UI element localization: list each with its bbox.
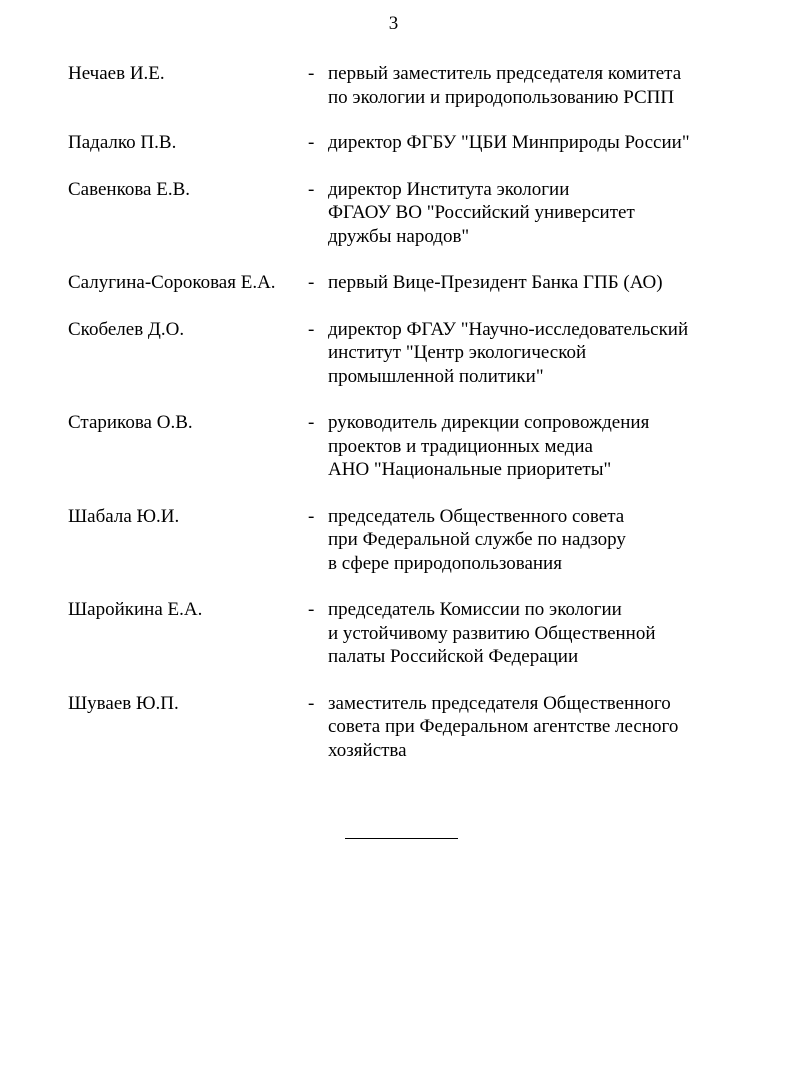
- member-role-line: заместитель председателя Общественного: [328, 692, 671, 714]
- member-name: Падалко П.В.: [68, 132, 177, 153]
- member-role: [328, 271, 768, 295]
- member-role: [328, 131, 768, 155]
- member-role-line: институт "Центр экологической: [328, 342, 587, 363]
- member-entry: [0, 271, 787, 295]
- member-entry: [0, 505, 787, 576]
- member-name: Шабала Ю.И.: [68, 505, 180, 527]
- member-name: Скобелев Д.О.: [68, 318, 185, 340]
- member-name: Салугина-Сороковая Е.А.: [68, 272, 276, 293]
- member-dash: -: [308, 132, 315, 153]
- member-role-line: руководитель дирекции сопровождения: [328, 412, 650, 433]
- member-role-line: директор Института экологии: [328, 178, 570, 200]
- member-role-line: совета при Федеральном агентстве лесного: [328, 716, 679, 737]
- member-dash: -: [308, 412, 315, 433]
- member-role: [328, 598, 768, 669]
- member-role-line: по экологии и природопользованию РСПП: [328, 86, 675, 108]
- member-name: Шуваев Ю.П.: [68, 692, 179, 714]
- member-name: Шаройкина Е.А.: [68, 599, 203, 620]
- member-role: [328, 62, 768, 109]
- member-role-line: хозяйства: [328, 739, 407, 761]
- member-role-line: ФГАОУ ВО "Российский университет: [328, 202, 635, 223]
- member-role-line: промышленной политики": [328, 365, 544, 387]
- member-role-line: председатель Общественного совета: [328, 505, 625, 527]
- member-entry: [0, 62, 787, 109]
- member-list: [0, 62, 787, 762]
- member-role: [328, 318, 768, 389]
- member-role-line: председатель Комиссии по экологии: [328, 599, 622, 620]
- page-number: 3: [388, 13, 399, 34]
- member-dash: -: [308, 692, 315, 714]
- member-role-line: палаты Российской Федерации: [328, 646, 579, 667]
- member-dash: -: [308, 599, 315, 620]
- member-role-line: дружбы народов": [328, 225, 470, 247]
- member-role-line: директор ФГАУ "Научно-исследовательский: [328, 318, 689, 340]
- member-role-line: при Федеральной службе по надзору: [328, 529, 626, 550]
- member-role: [328, 411, 768, 482]
- member-entry: [0, 178, 787, 249]
- member-role-line: АНО "Национальные приоритеты": [328, 459, 612, 480]
- member-entry: [0, 318, 787, 389]
- member-entry: [0, 131, 787, 155]
- member-role-line: первый заместитель председателя комитета: [328, 63, 682, 84]
- member-entry: [0, 692, 787, 763]
- member-role: [328, 692, 768, 763]
- member-dash: -: [308, 505, 315, 527]
- member-role-line: в сфере природопользования: [328, 552, 562, 574]
- member-role-line: директор ФГБУ "ЦБИ Минприроды России": [328, 132, 690, 153]
- member-role-line: первый Вице-Президент Банка ГПБ (АО): [328, 272, 663, 293]
- member-name: Старикова О.В.: [68, 412, 193, 433]
- member-role: [328, 178, 768, 249]
- member-dash: -: [308, 318, 315, 340]
- member-role-line: проектов и традиционных медиа: [328, 435, 593, 457]
- member-dash: -: [308, 178, 315, 200]
- member-entry: [0, 598, 787, 669]
- member-role-line: и устойчивому развитию Общественной: [328, 622, 656, 644]
- member-dash: -: [308, 272, 315, 293]
- member-name: Нечаев И.Е.: [68, 63, 165, 84]
- member-name: Савенкова Е.В.: [68, 178, 191, 200]
- member-dash: -: [308, 63, 315, 84]
- member-role: [328, 505, 768, 576]
- end-divider-line: [345, 838, 458, 839]
- member-entry: [0, 411, 787, 482]
